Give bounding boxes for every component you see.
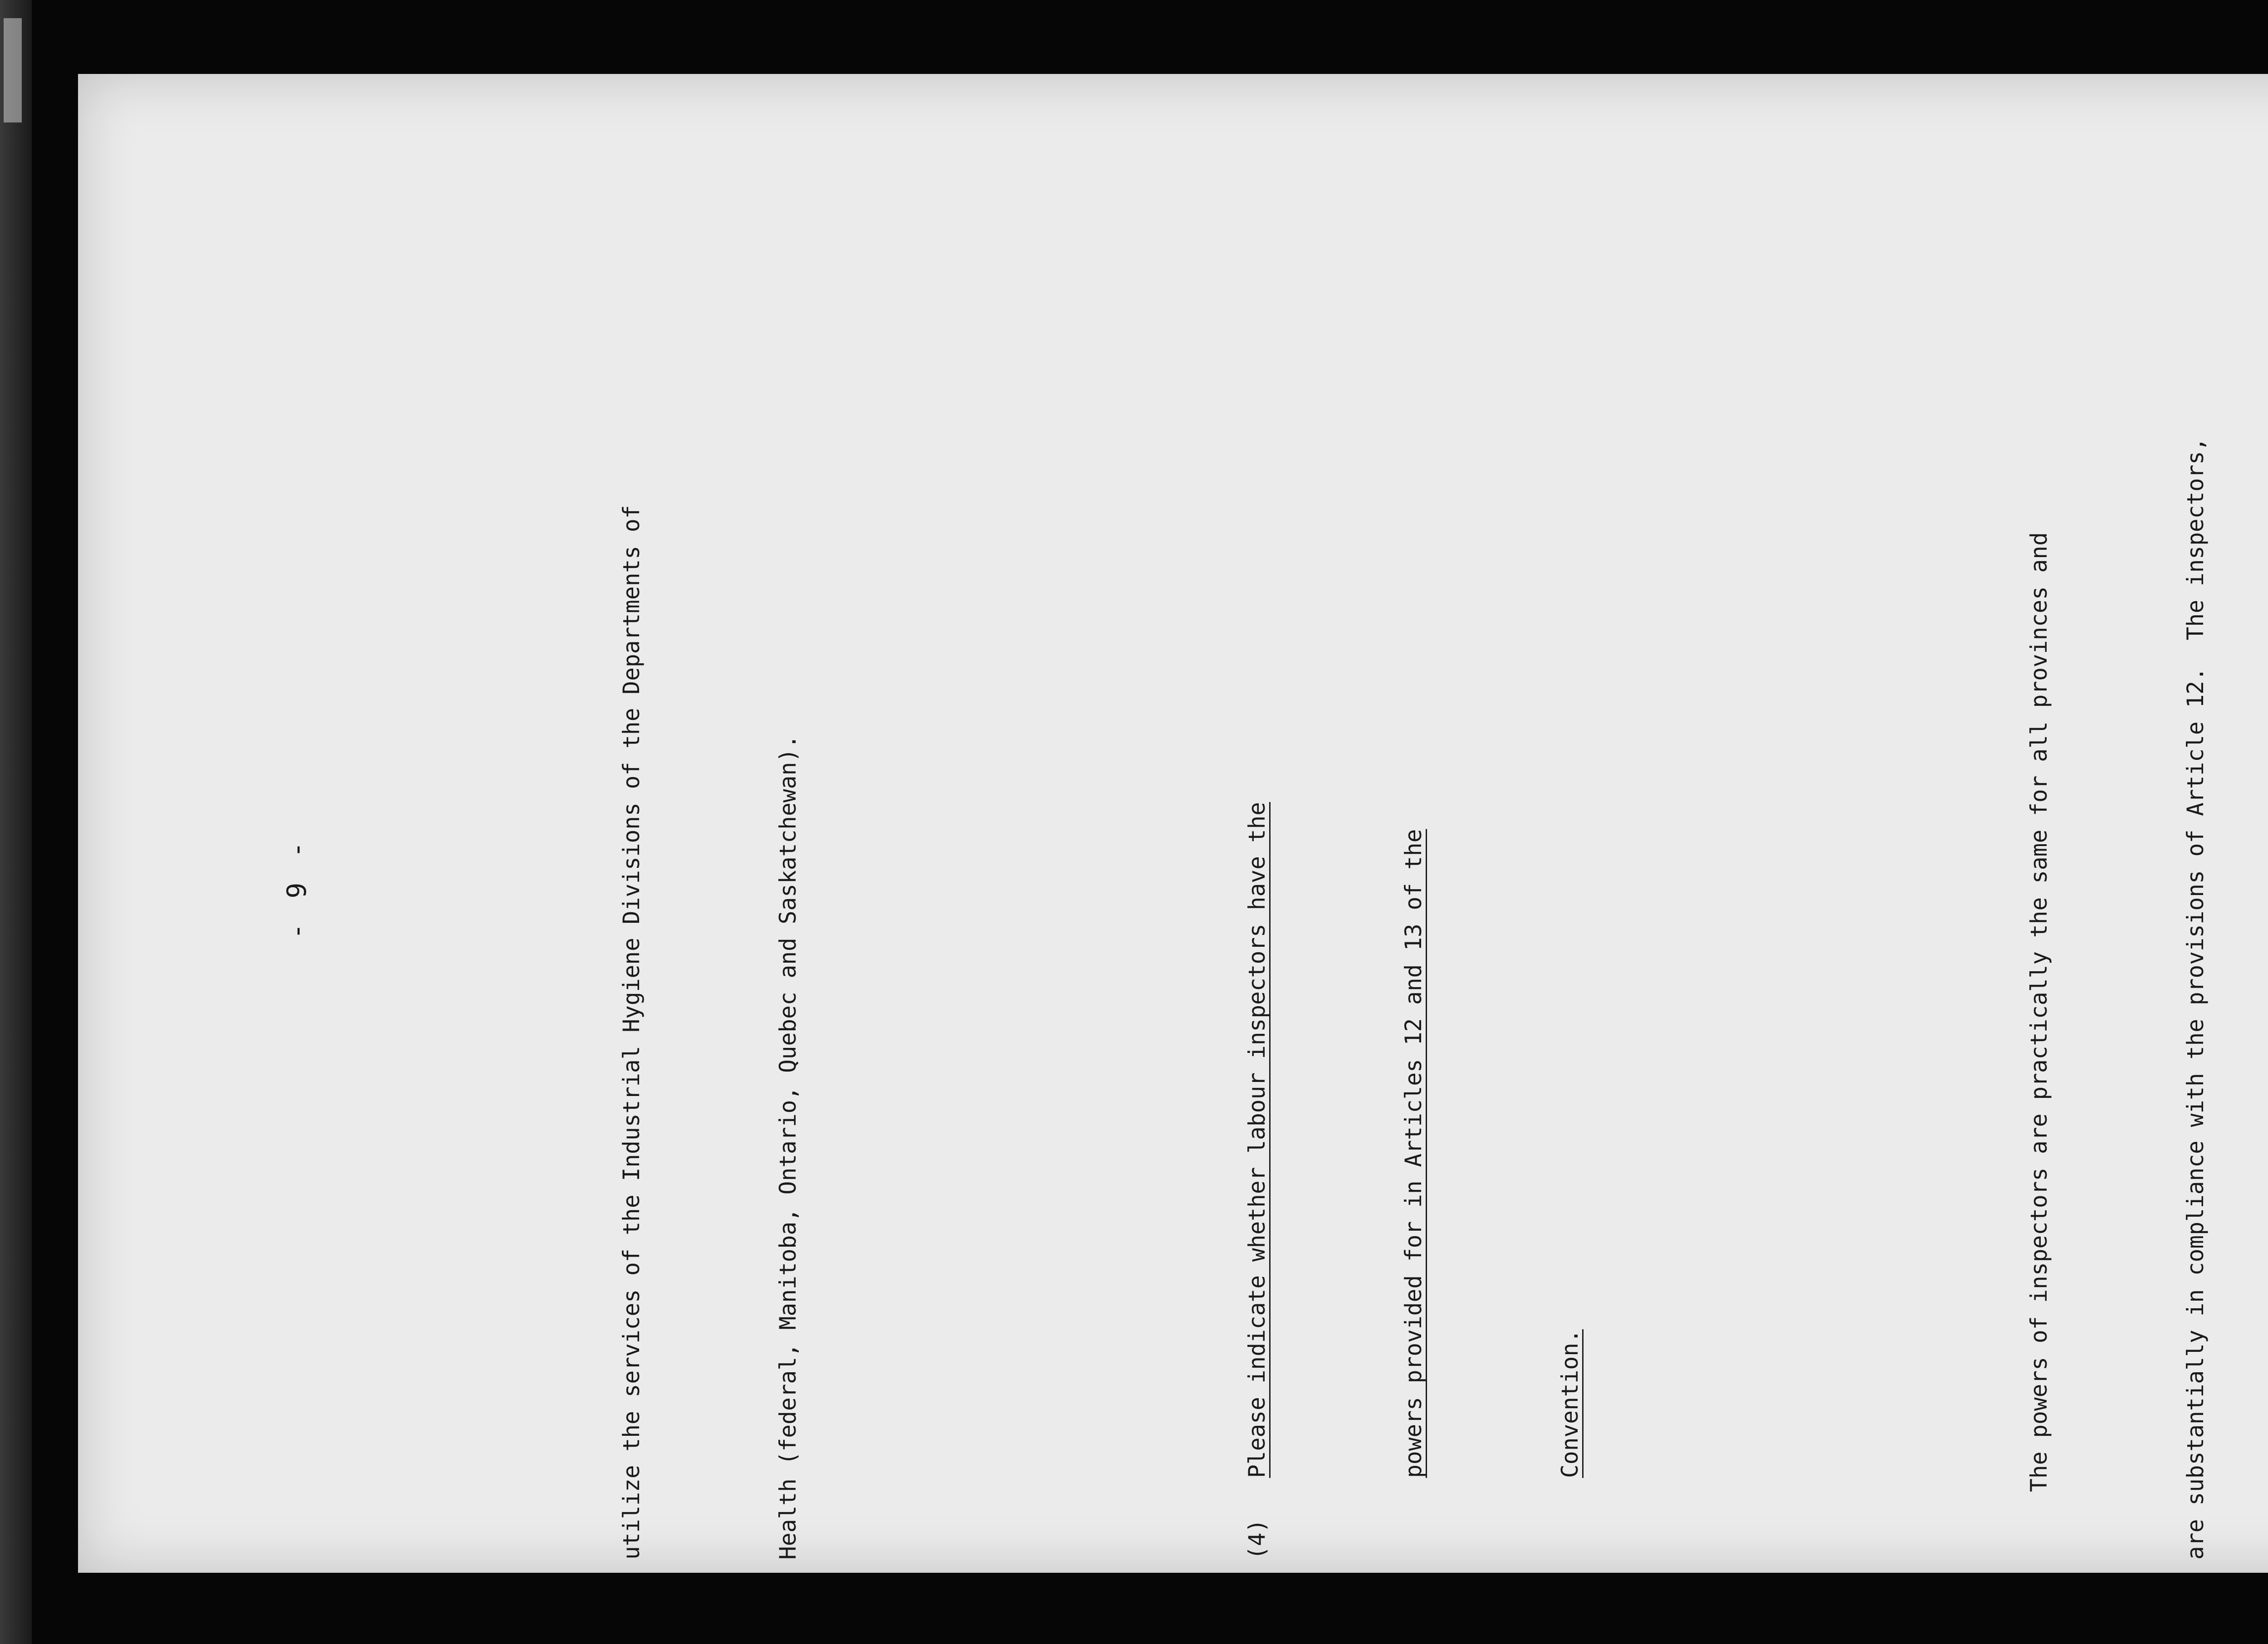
heading-line: powers provided for in Articles 12 and 13 of the — [1400, 829, 1427, 1478]
document-page — [78, 74, 2268, 1573]
page-number: - 9 - — [281, 837, 312, 939]
text-line: Health (federal, Manitoba, Ontario, Quebec and Saskatchewan). — [775, 735, 801, 1560]
heading-line: Convention. — [1557, 1329, 1583, 1478]
text-line: are substantially in compliance with the provisions of Article 12. The inspectors, — [2182, 437, 2209, 1560]
question-4-heading — [1127, 217, 1701, 1560]
page-body — [345, 217, 2268, 1560]
film-edge — [0, 0, 32, 1644]
text-line: utilize the services of the Industrial Hygiene Divisions of the Departments of — [618, 505, 645, 1560]
text-line: The powers of inspectors are practically the same for all provinces and — [2026, 532, 2052, 1560]
q4-paragraph-1 — [1909, 217, 2268, 1560]
film-mark — [4, 18, 22, 122]
heading-line: Please indicate whether labour inspectors have the — [1244, 802, 1270, 1478]
question-number: (4) — [1244, 1519, 1270, 1560]
intro-paragraph — [501, 217, 919, 1560]
rotated-page-content — [214, 217, 2268, 1560]
